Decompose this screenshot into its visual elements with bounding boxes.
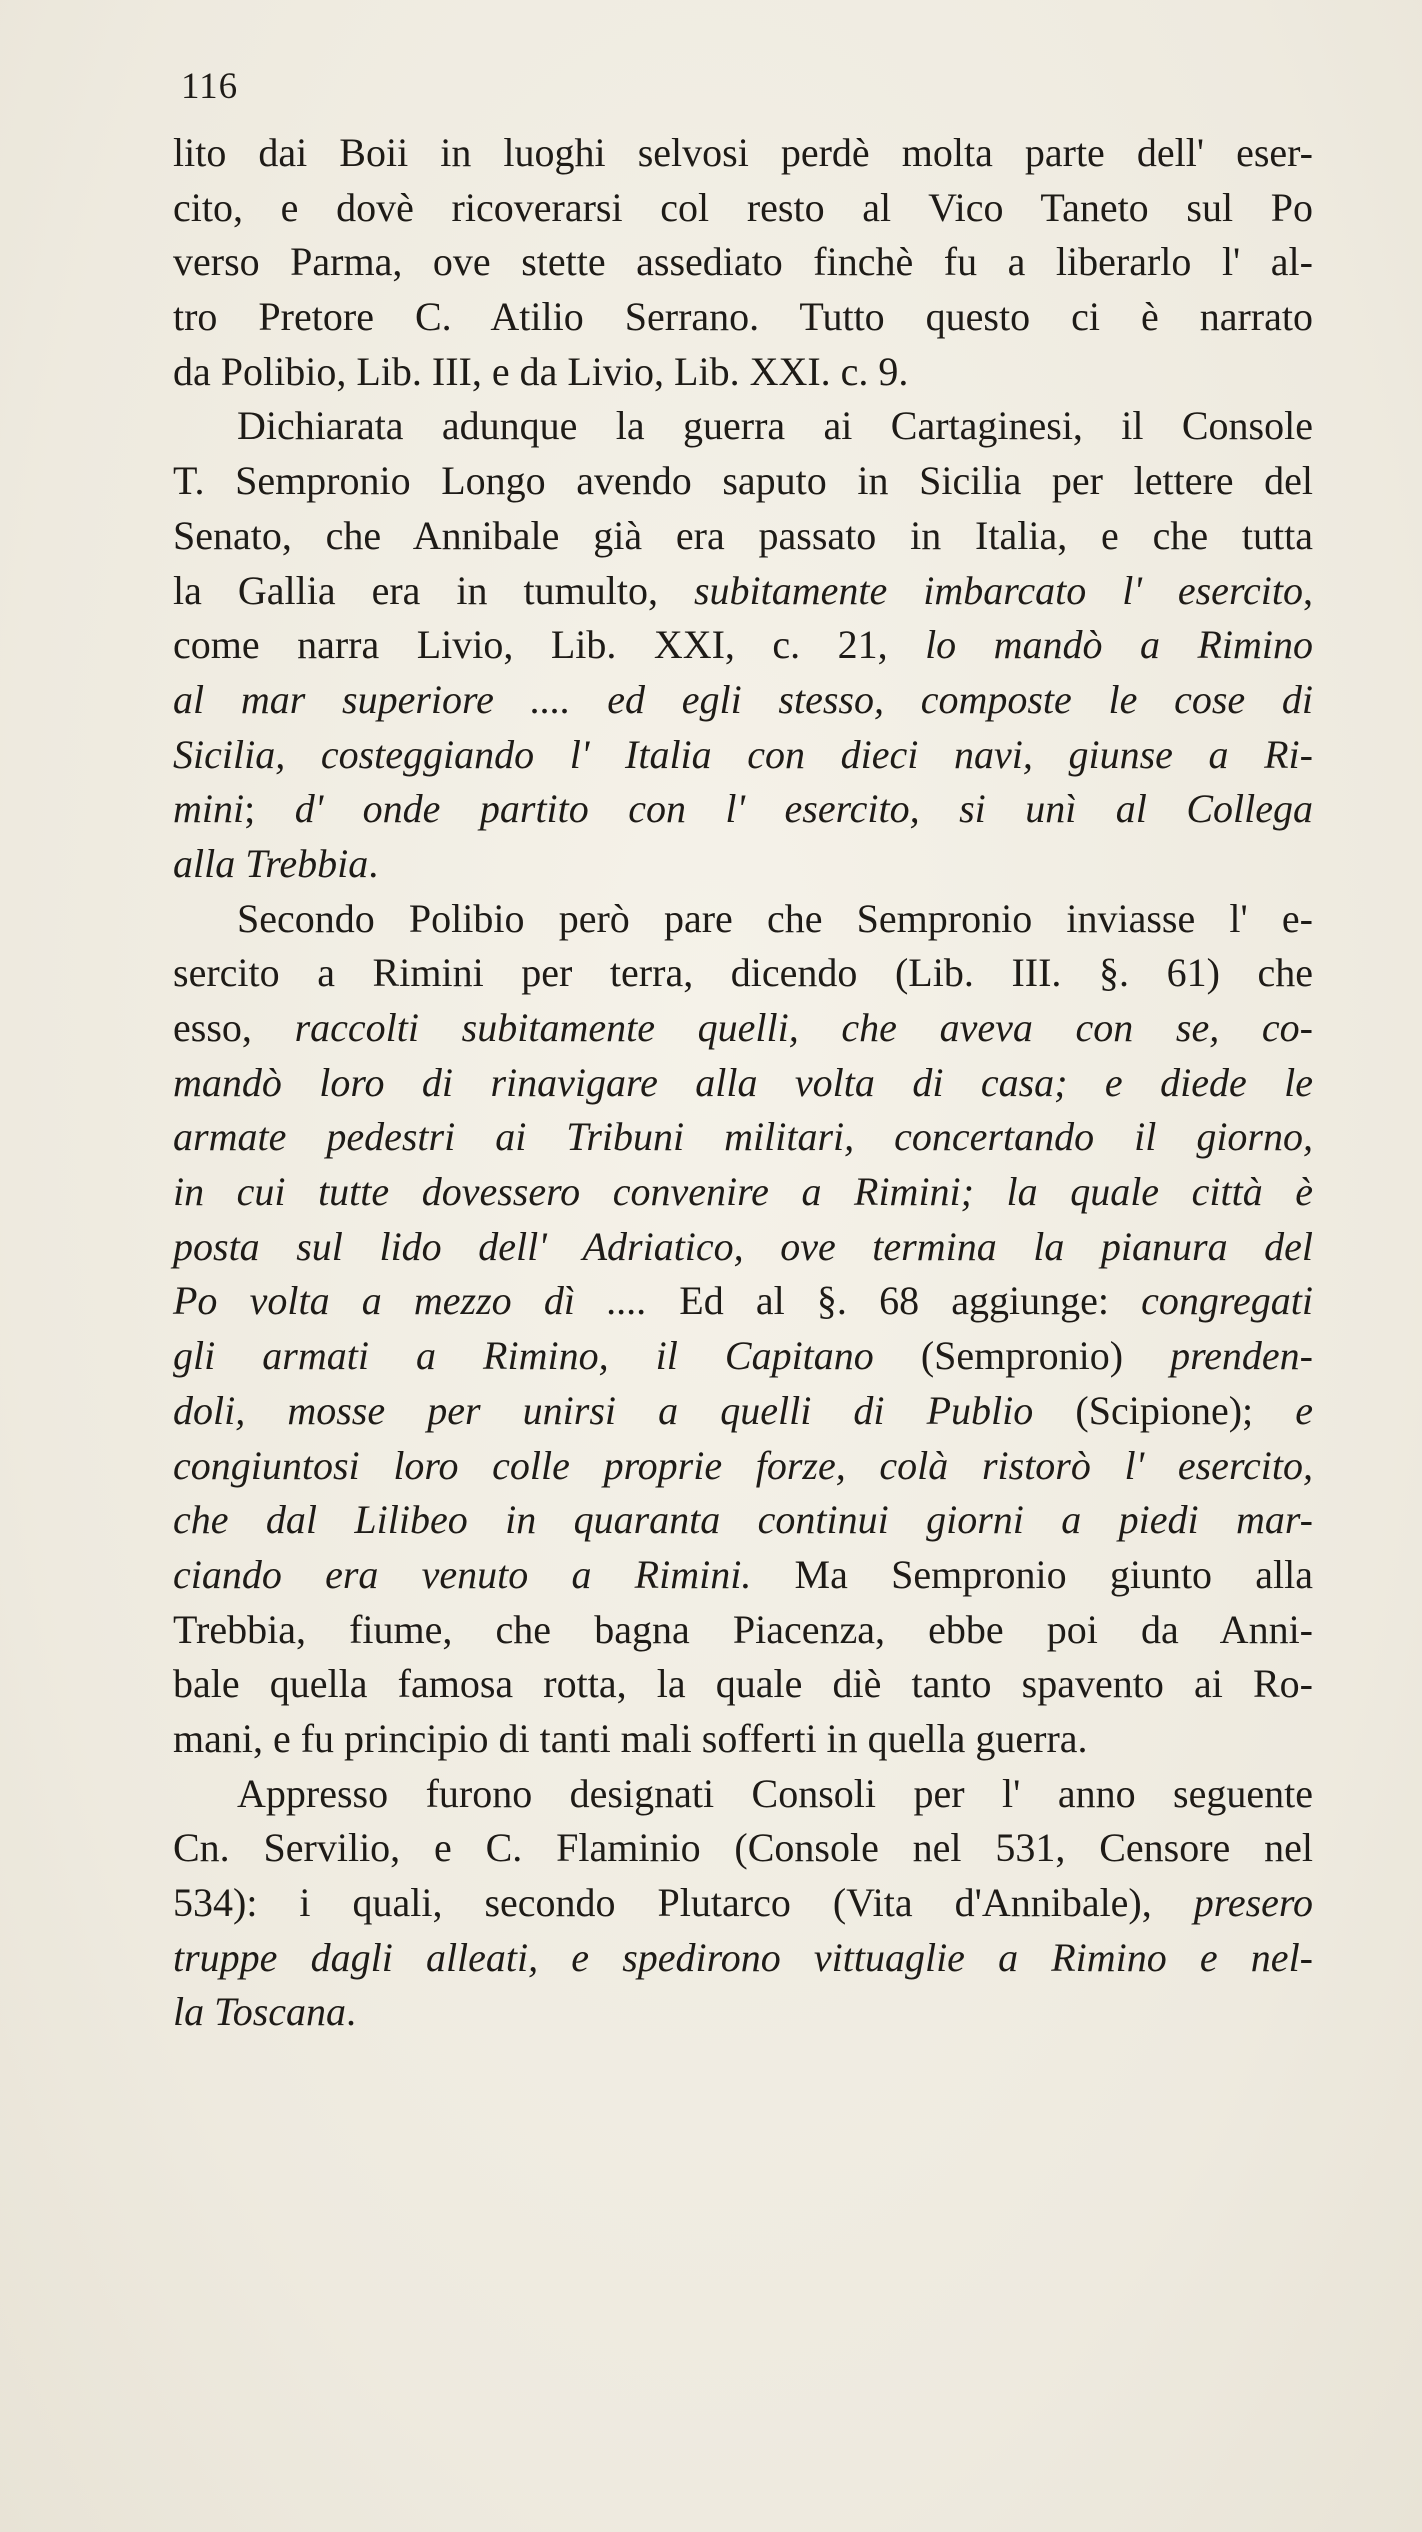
- text-line: [173, 1712, 1313, 1767]
- text-line: [173, 728, 1313, 783]
- text-line: [173, 235, 1313, 290]
- text-segment: (Scipione);: [1033, 1387, 1296, 1433]
- text-line: [173, 1876, 1313, 1931]
- italic-segment: mandò loro di rinavigare alla volta di casa; e diede le: [173, 1059, 1313, 1105]
- text-segment: mani, e fu principio di tanti mali sofferti in quella guerra.: [173, 1715, 1088, 1761]
- text-line: [173, 1056, 1313, 1111]
- italic-segment: che dal Lilibeo in quaranta continui giorni a piedi mar-: [173, 1497, 1313, 1543]
- text-line: [173, 1767, 1313, 1822]
- text-line: [173, 345, 1313, 400]
- text-line: [173, 509, 1313, 564]
- italic-segment: in cui tutte dovessero convenire a Rimini; la quale città è: [173, 1169, 1313, 1215]
- italic-segment: Sicilia, costeggiando l' Italia con dieci navi, giunse a Ri-: [173, 731, 1313, 777]
- italic-segment: mini: [173, 786, 245, 832]
- text-segment: (Sempronio): [873, 1333, 1171, 1379]
- text-segment: 534): i quali, secondo Plutarco (Vita d'Annibale),: [173, 1880, 1194, 1925]
- text-line: [173, 1165, 1313, 1220]
- text-segment: Senato, che Annibale già era passato in Italia, e che tutta: [173, 512, 1313, 558]
- text-line: [173, 1384, 1313, 1439]
- text-segment: Cn. Servilio, e C. Flaminio (Console nel 531, Censore nel: [173, 1825, 1313, 1871]
- italic-segment: lo mandò a Rimino: [925, 622, 1313, 668]
- text-line: [173, 837, 1313, 892]
- text-line: [173, 1274, 1313, 1329]
- text-line: [173, 126, 1313, 181]
- text-line: [173, 1001, 1313, 1056]
- text-segment: verso Parma, ove stette assediato finchè fu a liberarlo l' al-: [173, 239, 1313, 285]
- italic-segment: e: [1295, 1387, 1314, 1433]
- italic-segment: raccolti subitamente quelli, che aveva con se, co-: [294, 1005, 1313, 1050]
- text-segment: Dichiarata adunque la guerra ai Cartaginesi, il Console: [237, 403, 1313, 449]
- italic-segment: la Toscana: [173, 1989, 347, 2035]
- italic-segment: congiuntosi loro colle proprie forze, colà ristorò l' esercito,: [173, 1442, 1313, 1488]
- italic-segment: congregati: [1141, 1278, 1313, 1324]
- text-line: [173, 673, 1313, 728]
- text-line: [173, 1548, 1313, 1603]
- text-segment: Appresso furono designati Consoli per l' anno seguente: [237, 1770, 1313, 1816]
- text-segment: Ma Sempronio giunto alla: [751, 1551, 1314, 1597]
- text-line: [173, 946, 1313, 1001]
- text-segment: ;: [244, 786, 295, 832]
- text-line: [173, 1931, 1313, 1986]
- text-segment: cito, e dovè ricoverarsi col resto al Vico Taneto sul Po: [173, 184, 1313, 230]
- italic-segment: doli, mosse per unirsi a quelli di Publio: [173, 1387, 1034, 1433]
- text-segment: .: [346, 1989, 357, 2035]
- text-line: [173, 892, 1313, 947]
- text-segment: .: [368, 840, 379, 886]
- italic-segment: alla Trebbia: [173, 840, 369, 886]
- text-line: [173, 1603, 1313, 1658]
- page-number: 116: [181, 66, 239, 107]
- italic-segment: truppe dagli alleati, e spedirono vittuaglie a Rimino e nel-: [173, 1934, 1313, 1980]
- italic-segment: armate pedestri ai Tribuni militari, concertando il giorno,: [173, 1114, 1313, 1160]
- text-segment: esso,: [173, 1005, 295, 1050]
- text-line: [173, 1439, 1313, 1494]
- text-segment: come narra Livio, Lib. XXI, c. 21,: [173, 622, 926, 668]
- text-segment: da Polibio, Lib. III, e da Livio, Lib. XXI. c. 9.: [173, 348, 909, 394]
- text-line: [173, 399, 1313, 454]
- italic-segment: al mar superiore .... ed egli stesso, composte le cose di: [173, 676, 1313, 722]
- text-line: [173, 1985, 1313, 2040]
- italic-segment: prenden-: [1170, 1333, 1314, 1379]
- text-line: [173, 1329, 1313, 1384]
- text-segment: sercito a Rimini per terra, dicendo (Lib. III. §. 61) che: [173, 950, 1313, 996]
- text-line: [173, 782, 1313, 837]
- text-line: [173, 1657, 1313, 1712]
- body-text: [173, 126, 1313, 2040]
- italic-segment: posta sul lido dell' Adriatico, ove termina la pianura del: [173, 1223, 1313, 1269]
- text-line: [173, 1821, 1313, 1876]
- text-segment: Trebbia, fiume, che bagna Piacenza, ebbe poi da Anni-: [173, 1606, 1313, 1652]
- text-segment: ,: [1303, 567, 1313, 613]
- text-segment: Secondo Polibio però pare che Sempronio inviasse l' e-: [237, 895, 1313, 941]
- text-line: [173, 454, 1313, 509]
- text-segment: la Gallia era in tumulto,: [173, 567, 694, 613]
- text-line: [173, 618, 1313, 673]
- text-line: [173, 1493, 1313, 1548]
- italic-segment: presero: [1193, 1880, 1313, 1925]
- italic-segment: gli armati a Rimino, il Capitano: [173, 1333, 874, 1379]
- italic-segment: ciando era venuto a Rimini.: [173, 1551, 752, 1597]
- text-segment: bale quella famosa rotta, la quale diè tanto spavento ai Ro-: [173, 1661, 1313, 1707]
- italic-segment: d' onde partito con l' esercito, si unì al Collega: [294, 786, 1313, 832]
- text-segment: lito dai Boii in luoghi selvosi perdè molta parte dell' eser-: [173, 130, 1313, 175]
- text-line: [173, 181, 1313, 236]
- text-segment: tro Pretore C. Atilio Serrano. Tutto questo ci è narrato: [173, 294, 1313, 340]
- text-segment: Ed al §. 68 aggiunge:: [647, 1278, 1142, 1324]
- text-line: [173, 290, 1313, 345]
- italic-segment: Po volta a mezzo dì ....: [173, 1278, 648, 1324]
- italic-segment: subitamente imbarcato l' esercito: [693, 567, 1303, 613]
- text-line: [173, 1220, 1313, 1275]
- text-segment: T. Sempronio Longo avendo saputo in Sicilia per lettere del: [173, 458, 1313, 504]
- text-line: [173, 1110, 1313, 1165]
- text-line: [173, 564, 1313, 619]
